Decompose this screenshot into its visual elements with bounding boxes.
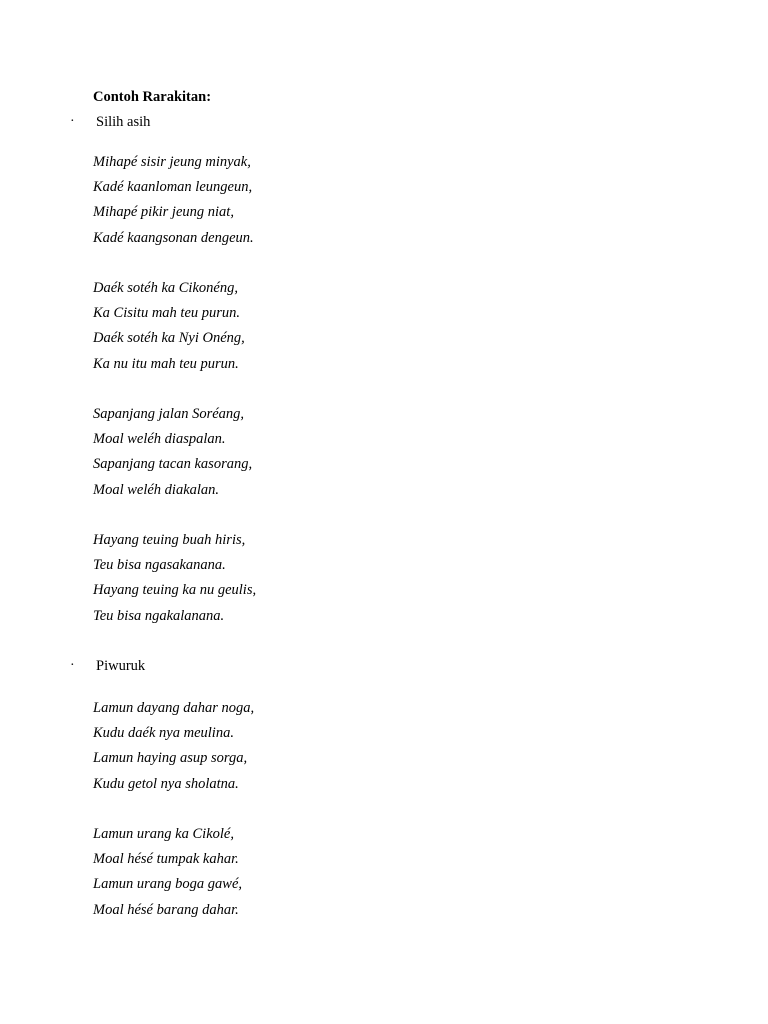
- section-title: Silih asih: [96, 114, 151, 130]
- verse-line: Teu bisa ngakalanana.: [93, 607, 225, 624]
- document-heading: Contoh Rarakitan:: [93, 89, 212, 105]
- verse-line: Daék sotéh ka Cikonéng,: [93, 280, 238, 296]
- bullet-icon: ·: [70, 114, 75, 129]
- verse-line: Kudu daék nya meulina.: [93, 725, 234, 742]
- verse-line: Kudu getol nya sholatna.: [93, 775, 239, 792]
- verse-line: Hayang teuing ka nu geulis,: [93, 582, 257, 599]
- verse-line: Lamun urang boga gawé,: [93, 876, 243, 893]
- verse-line: Lamun dayang dahar noga,: [93, 700, 255, 716]
- verse-line: Sapanjang jalan Soréang,: [93, 406, 245, 422]
- verse-line: Moal weléh diakalan.: [93, 481, 220, 498]
- verse-line: Moal hésé tumpak kahar.: [93, 851, 239, 868]
- verse-line: Ka Cisitu mah teu purun.: [93, 305, 241, 322]
- verse-line: Teu bisa ngasakanana.: [93, 557, 226, 574]
- stanza: [93, 276, 245, 377]
- bullet-icon: ·: [70, 658, 75, 673]
- verse-line: Sapanjang tacan kasorang,: [93, 456, 253, 473]
- verse-line: Moal weléh diaspalan.: [93, 431, 226, 448]
- stanza: [93, 150, 254, 251]
- verse-line: Mihapé sisir jeung minyak,: [93, 154, 251, 170]
- verse-line: Kadé kaangsonan dengeun.: [93, 229, 254, 246]
- stanza: [93, 822, 242, 923]
- stanza: [93, 696, 254, 797]
- verse-line: Kadé kaanloman leungeun,: [93, 179, 253, 196]
- verse-line: Mihapé pikir jeung niat,: [93, 204, 234, 221]
- section-title: Piwuruk: [96, 658, 146, 674]
- verse-line: Hayang teuing buah hiris,: [93, 532, 246, 548]
- verse-line: Daék sotéh ka Nyi Onéng,: [93, 330, 245, 347]
- verse-line: Ka nu itu mah teu purun.: [93, 355, 239, 372]
- verse-line: Lamun haying asup sorga,: [93, 750, 248, 767]
- verse-line: Lamun urang ka Cikolé,: [93, 826, 234, 842]
- stanza: [93, 528, 256, 629]
- verse-line: Moal hésé barang dahar.: [93, 901, 239, 918]
- stanza: [93, 402, 252, 503]
